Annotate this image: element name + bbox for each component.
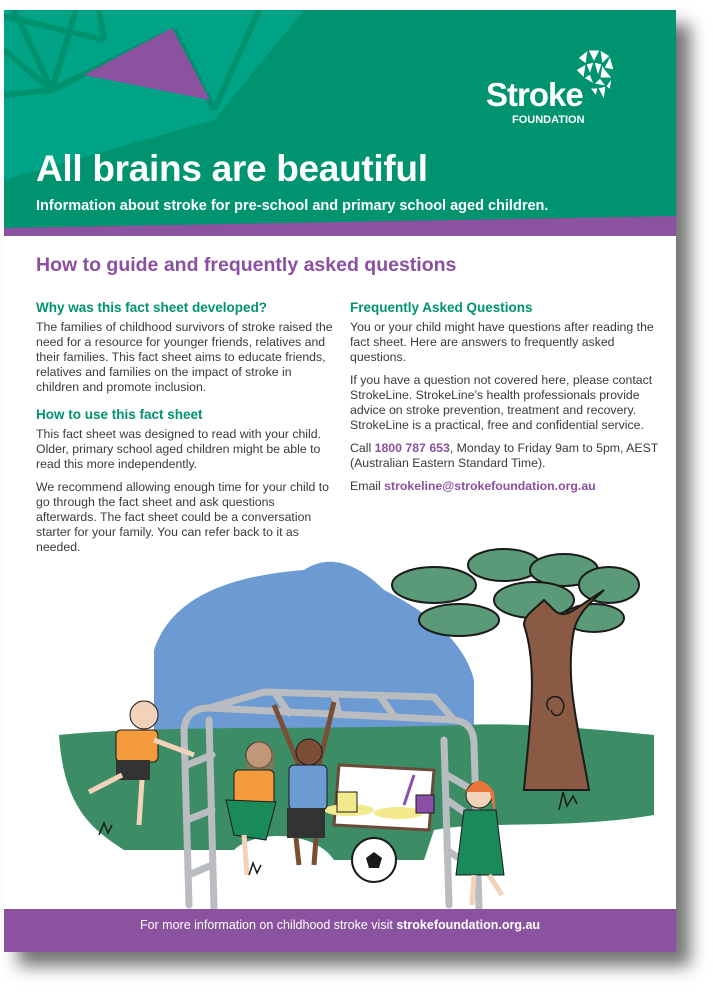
call-suffix: , Monday to Friday 9am to 5pm, AEST (Australian Eastern Standard Time). (350, 441, 659, 470)
logo-wordmark: Stroke (486, 76, 583, 113)
right-column (350, 300, 660, 502)
faq-heading: Frequently Asked Questions (350, 300, 533, 315)
purple-band-decoration (4, 214, 676, 236)
faq-body-1: You or your child might have questions after reading the fact sheet. Here are answers to frequently asked questions. (350, 320, 654, 364)
why-heading: Why was this fact sheet developed? (36, 300, 268, 315)
left-column (36, 300, 336, 563)
faq-body-2: If you have a question not covered here, please contact StrokeLine. StrokeLine’s health professionals provide advice on stroke prevention, treatment and recovery. StrokeLine is a practical, free and confidential service. (350, 373, 653, 432)
how-body-1: This fact sheet was designed to read with your child. Older, primary school aged children might be able to read this more independently. (36, 427, 322, 471)
email-prefix: Email (350, 479, 385, 493)
call-line (350, 441, 660, 471)
stroke-foundation-logo[interactable] (486, 48, 616, 128)
section-title: How to guide and frequently asked questions (36, 254, 457, 276)
phone-link[interactable]: 1800 787 653 (374, 441, 450, 455)
logo-subtitle: FOUNDATION (512, 114, 585, 126)
why-body: The families of childhood survivors of stroke raised the need for a resource for younger friends, relatives and their families. This fact sheet aims to educate friends, relatives and families on the impact of stroke in children and promote inclusion. (36, 320, 333, 394)
footer-text: For more information on childhood stroke visit (139, 918, 397, 932)
call-prefix: Call (350, 441, 375, 455)
fact-sheet-page (4, 10, 676, 952)
header-banner (4, 10, 676, 236)
page-subtitle: Information about stroke for pre-school and primary school aged children. (36, 198, 549, 214)
how-heading: How to use this fact sheet (36, 407, 203, 422)
email-line (350, 479, 660, 494)
footer-website-link[interactable]: strokefoundation.org.au (396, 918, 541, 932)
footer-bar (4, 909, 676, 952)
playground-illustration (4, 530, 676, 910)
email-link[interactable]: strokeline@strokefoundation.org.au (384, 479, 596, 493)
page-title: All brains are beautiful (36, 148, 428, 189)
how-body-2: We recommend allowing enough time for your child to go through the fact sheet and ask questions afterwards. The fact sheet could be a conversation starter for your family. You can refer back to it as needed. (36, 480, 329, 554)
